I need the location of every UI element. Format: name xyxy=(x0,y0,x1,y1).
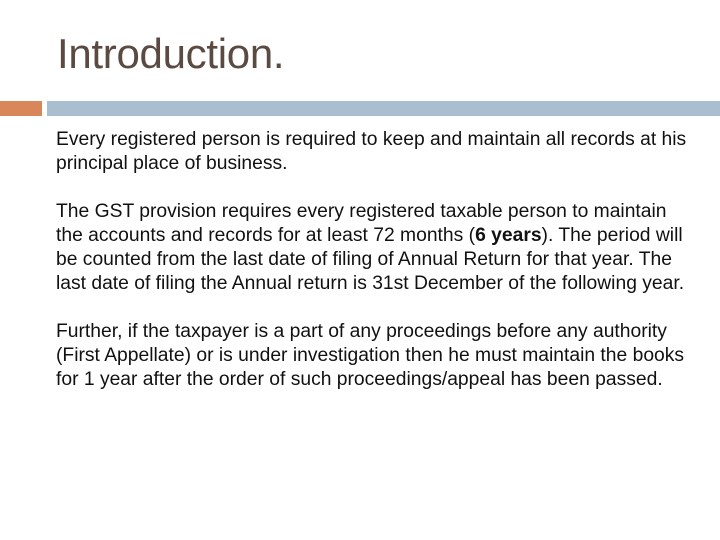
retention-years-bold: 6 years xyxy=(475,225,542,246)
retention-text-start: The GST provision requires every registered taxable person to maintain the accounts and records for at least 72 months ( xyxy=(56,201,667,246)
paragraph-proceedings: Further, if the taxpayer is a part of any proceedings before any authority (First Appellate) or is under investigation then he must maintain the books for 1 year after the order of such proceedings/appeal has been passed. xyxy=(56,321,685,390)
slide-body xyxy=(56,128,696,392)
slide-title: Introduction. xyxy=(57,30,285,77)
paragraph-records-location: Every registered person is required to keep and maintain all records at his principal place of business. xyxy=(56,129,687,174)
retention-text-end: ). The period will be counted from the last date of filing of Annual Return for that year. The last date of filing the Annual return is 31st December of the following year. xyxy=(56,225,685,294)
title-rule-bar xyxy=(47,101,720,116)
accent-bar xyxy=(0,101,42,116)
paragraph-retention-period xyxy=(56,200,696,296)
